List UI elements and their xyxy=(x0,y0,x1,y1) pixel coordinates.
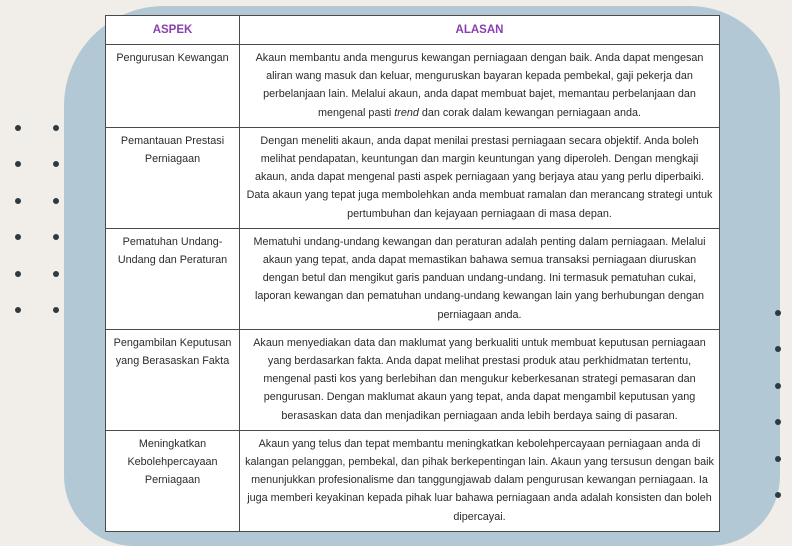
dot xyxy=(15,161,21,167)
aspect-cell: Pemantauan Prestasi Perniagaan xyxy=(106,127,240,228)
aspect-cell: Pengurusan Kewangan xyxy=(106,45,240,128)
dot xyxy=(775,346,781,352)
table-row xyxy=(106,430,720,531)
dot xyxy=(15,125,21,131)
reason-cell: Mematuhi undang-undang kewangan dan peraturan adalah penting dalam perniagaan. Melalui akaun yang tepat, anda dapat memastikan bahawa semua transaksi perniagaan diuruskan dengan betul dan mengikut garis panduan undang-undang. Ini termasuk pematuhan cukai, laporan kewangan dan pematuhan undang-undang kewangan lain yang berhubungan dengan perniagaan anda. xyxy=(240,228,720,329)
reason-cell: Akaun membantu anda mengurus kewangan perniagaan dengan baik. Anda dapat mengesan aliran wang masuk dan keluar, menguruskan bayaran kepada pembekal, gaji pekerja dan perbelanjaan lain. Melalui akaun, anda dapat membuat bajet, memantau perbelanjaan dan mengenal pasti trend dan corak dalam kewangan perniagaan anda. xyxy=(240,45,720,128)
dot xyxy=(775,492,781,498)
table-row xyxy=(106,329,720,430)
dot xyxy=(15,198,21,204)
dot xyxy=(53,234,59,240)
header-aspect: ASPEK xyxy=(106,16,240,45)
dot xyxy=(53,271,59,277)
aspect-reason-table xyxy=(105,15,720,532)
dot xyxy=(53,125,59,131)
dot xyxy=(53,307,59,313)
table-row xyxy=(106,127,720,228)
dot xyxy=(15,271,21,277)
reason-cell: Dengan meneliti akaun, anda dapat menilai prestasi perniagaan secara objektif. Anda boleh melihat pendapatan, keuntungan dan margin keuntungan yang diperoleh. Dengan mengkaji akaun, anda dapat mengenal pasti aspek perniagaan yang berjaya atau yang perlu diperbaiki. Data akaun yang tepat juga membolehkan anda membuat ramalan dan merancang strategi untuk pertumbuhan dan kejayaan perniagaan di masa depan. xyxy=(240,127,720,228)
table-row xyxy=(106,228,720,329)
table-row xyxy=(106,45,720,128)
aspect-cell: Pematuhan Undang-Undang dan Peraturan xyxy=(106,228,240,329)
aspect-cell: Meningkatkan Kebolehpercayaan Perniagaan xyxy=(106,430,240,531)
dot xyxy=(775,419,781,425)
reason-cell: Akaun yang telus dan tepat membantu meningkatkan kebolehpercayaan perniagaan anda di kalangan pelanggan, pembekal, dan pihak berkepentingan lain. Akaun yang tersusun dengan baik menunjukkan profesionalisme dan tanggungjawab dalam pengurusan kewangan perniagaan. Ia juga memberi keyakinan kepada pihak luar bahawa perniagaan anda adalah konsisten dan boleh dipercayai. xyxy=(240,430,720,531)
dot xyxy=(775,310,781,316)
emphasis-term: trend xyxy=(394,106,419,119)
dot xyxy=(53,161,59,167)
aspect-cell: Pengambilan Keputusan yang Berasaskan Fakta xyxy=(106,329,240,430)
dot xyxy=(15,307,21,313)
table-header-row xyxy=(106,16,720,45)
dot xyxy=(53,198,59,204)
dot xyxy=(15,234,21,240)
header-reason: ALASAN xyxy=(240,16,720,45)
reason-cell: Akaun menyediakan data dan maklumat yang berkualiti untuk membuat keputusan perniagaan yang berdasarkan fakta. Anda dapat melihat prestasi produk atau perkhidmatan tertentu, mengenal pasti kos yang berlebihan dan mengukur keberkesanan strategi pemasaran dan pengurusan. Dengan maklumat akaun yang tepat, anda dapat mengambil keputusan yang berasaskan data dan menjadikan perniagaan anda lebih berdaya saing di pasaran. xyxy=(240,329,720,430)
dot xyxy=(775,456,781,462)
dot xyxy=(775,383,781,389)
